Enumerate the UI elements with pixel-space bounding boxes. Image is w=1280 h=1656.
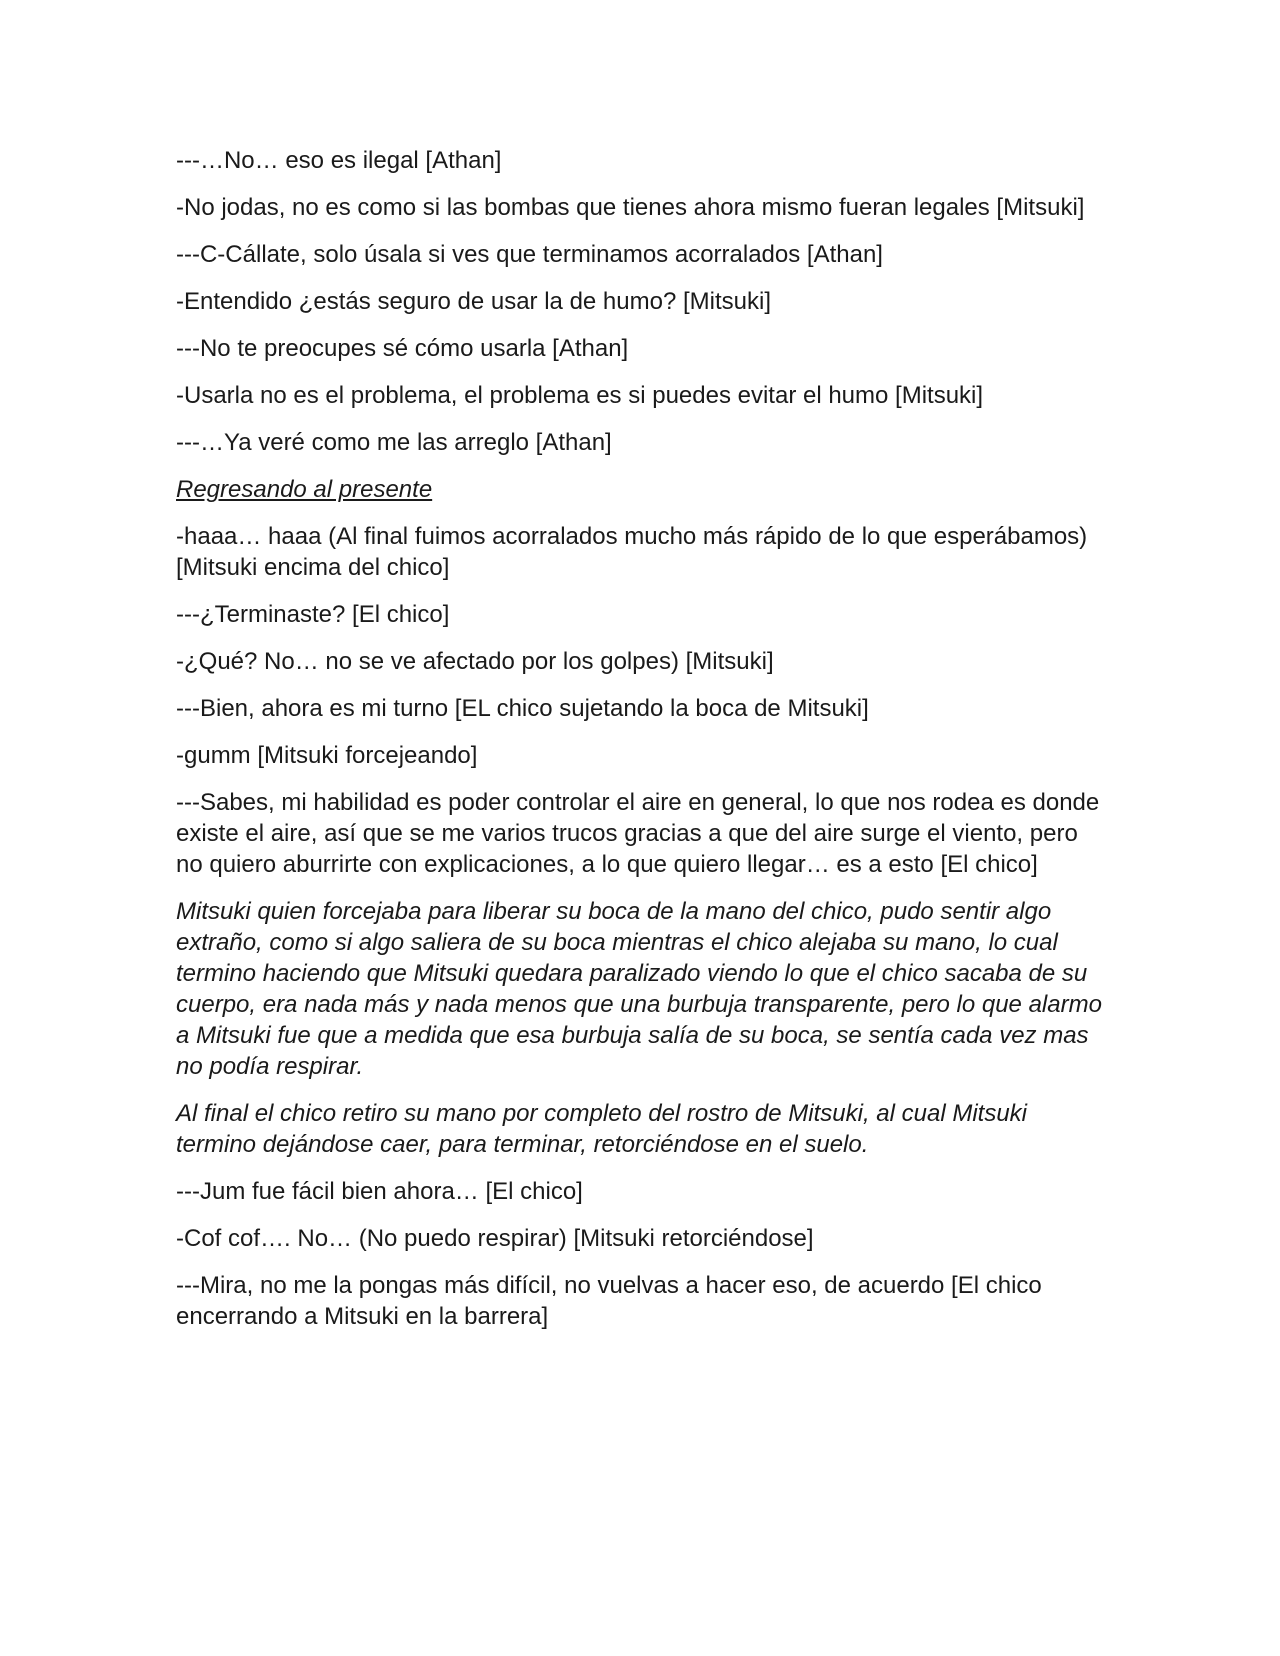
dialogue-line: -¿Qué? No… no se ve afectado por los golpes) [Mitsuki]	[176, 648, 774, 675]
dialogue-line: ---Bien, ahora es mi turno [EL chico sujetando la boca de Mitsuki]	[176, 695, 869, 722]
dialogue-line: -Entendido ¿estás seguro de usar la de humo? [Mitsuki]	[176, 288, 771, 315]
dialogue-line: ---…No… eso es ilegal [Athan]	[176, 147, 502, 174]
dialogue-line: ---¿Terminaste? [El chico]	[176, 601, 450, 628]
dialogue-line: ---No te preocupes sé cómo usarla [Athan]	[176, 335, 629, 362]
dialogue-line: -gumm [Mitsuki forcejeando]	[176, 742, 478, 769]
section-heading: Regresando al presente	[176, 476, 433, 503]
dialogue-line: ---C-Cállate, solo úsala si ves que terminamos acorralados [Athan]	[176, 241, 883, 268]
dialogue-line: -No jodas, no es como si las bombas que tienes ahora mismo fueran legales [Mitsuki]	[176, 194, 1085, 221]
dialogue-line: ---…Ya veré como me las arreglo [Athan]	[176, 429, 612, 456]
dialogue-line: ---Mira, no me la pongas más difícil, no vuelvas a hacer eso, de acuerdo [El chico encerrando a Mitsuki en la barrera]	[176, 1272, 1042, 1330]
narration-paragraph: Mitsuki quien forcejaba para liberar su boca de la mano del chico, pudo sentir algo extraño, como si algo saliera de su boca mientras el chico alejaba su mano, lo cual termino haciendo que Mitsuki quedara paralizado viendo lo que el chico sacaba de su cuerpo, era nada más y nada menos que una burbuja transparente, pero lo que alarmo a Mitsuki fue que a medida que esa burbuja salía de su boca, se sentía cada vez mas no podía respirar.	[176, 898, 1102, 1080]
dialogue-line: -haaa… haaa (Al final fuimos acorralados mucho más rápido de lo que esperábamos) [Mitsuki encima del chico]	[176, 523, 1088, 581]
dialogue-line: -Cof cof…. No… (No puedo respirar) [Mitsuki retorciéndose]	[176, 1225, 814, 1252]
dialogue-line: ---Jum fue fácil bien ahora… [El chico]	[176, 1178, 583, 1205]
dialogue-line: ---Sabes, mi habilidad es poder controlar el aire en general, lo que nos rodea es donde existe el aire, así que se me varios trucos gracias a que del aire surge el viento, pero no quiero aburrirte con explicaciones, a lo que quiero llegar… es a esto [El chico]	[176, 789, 1100, 878]
dialogue-line: -Usarla no es el problema, el problema es si puedes evitar el humo [Mitsuki]	[176, 382, 984, 409]
document-body	[176, 145, 1106, 1348]
narration-paragraph: Al final el chico retiro su mano por completo del rostro de Mitsuki, al cual Mitsuki termino dejándose caer, para terminar, retorciéndose en el suelo.	[176, 1100, 1028, 1158]
